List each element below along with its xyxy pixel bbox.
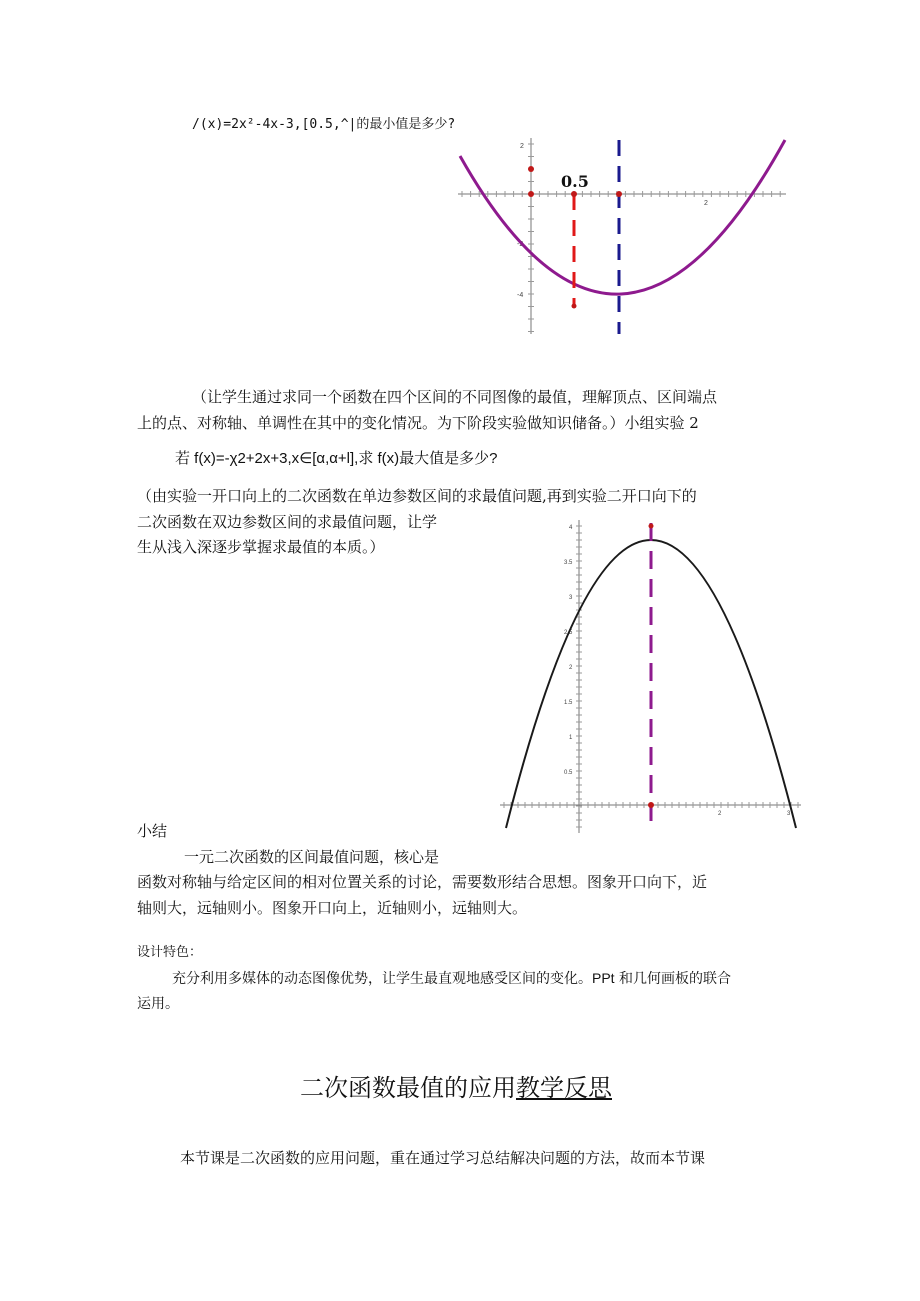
graph-1-ytick-2: 2	[520, 143, 524, 150]
graph-1-point-05	[571, 191, 577, 197]
graph-2-ytick-3-5: 3.5	[564, 560, 573, 566]
graph-1-parabola	[460, 140, 785, 294]
summary-line-2: 函数对称轴与给定区间的相对位置关系的讨论，需要数形结合思想。图象开口向下，近	[137, 873, 708, 891]
question-1-text: /(x)=2x²-4x-3,[0.5,^|的最小值是多少?	[192, 117, 456, 132]
graph-1-ytick-minus4: -4	[517, 292, 524, 299]
graph-1-ytick-minus2: -2	[517, 241, 524, 248]
graph-2-ytick-1-5: 1.5	[564, 700, 573, 706]
graph-2	[498, 518, 803, 838]
graph-1-point-vertex-axis	[616, 191, 622, 197]
design-line-2: 运用。	[137, 996, 179, 1012]
paragraph-1-line-2: 上的点、对称轴、单调性在其中的变化情况。为下阶段实验做知识储备。）小组实验 2	[137, 414, 699, 432]
section-title-part-1: 二次函数最值的应用	[300, 1074, 516, 1102]
graph-2-ytick-2: 2	[569, 665, 573, 671]
design-line-1-ppt: PPt	[592, 970, 615, 986]
graph-1	[458, 138, 788, 338]
graph-1-point-curve-05	[572, 304, 577, 309]
graph-2-ytick-3: 3	[569, 595, 573, 601]
paragraph-2-line-3: 生从浅入深逐步掌握求最值的本质。）	[137, 538, 385, 556]
paragraph-2-line-2: 二次函数在双边参数区间的求最值问题，让学	[137, 513, 438, 531]
graph-1-label-05: 0.5	[561, 172, 589, 191]
section-title	[300, 1073, 612, 1103]
paragraph-2-line-1: （由实验一开口向上的二次函数在单边参数区间的求最值问题,再到实验二开口向下的	[137, 487, 697, 505]
graph-1-point-y-axis-top	[528, 166, 534, 172]
summary-line-3: 轴则大，远轴则小。图象开口向上，近轴则小，远轴则大。	[137, 899, 528, 917]
graph-2-point-axis	[648, 802, 654, 808]
design-heading: 设计特色：	[137, 945, 203, 960]
graph-2-ytick-1: 1	[569, 735, 573, 741]
graph-2-xtick-2: 2	[718, 811, 722, 817]
section-title-part-2: 教学反思	[516, 1074, 612, 1102]
graph-2-xtick-3: 3	[787, 811, 791, 817]
graph-1-xtick-2: 2	[704, 200, 708, 207]
graph-2-ytick-4: 4	[569, 525, 573, 531]
question-2-text: 若 f(x)=-χ2+2x+3,x∈[α,α+l],求 f(x)最大值是多少?	[175, 450, 498, 467]
design-line-1-part-a: 充分利用多媒体的动态图像优势，让学生最直观地感受区间的变化。	[172, 971, 592, 987]
graph-2-point-vertex	[649, 524, 654, 529]
summary-line-1: 一元二次函数的区间最值问题，核心是	[184, 848, 440, 866]
graph-1-point-origin	[528, 191, 534, 197]
graph-2-ytick-0-5: 0.5	[564, 770, 573, 776]
last-paragraph-line-1: 本节课是二次函数的应用问题，重在通过学习总结解决问题的方法，故而本节课	[180, 1149, 706, 1167]
design-line-1-part-b: 和几何画板的联合	[614, 971, 732, 987]
design-line-1	[172, 968, 731, 989]
paragraph-1-line-1: （让学生通过求同一个函数在四个区间的不同图像的最值，理解顶点、区间端点	[192, 388, 718, 406]
graph-2-ytick-2-5: 2.5	[564, 630, 573, 636]
summary-heading: 小结	[137, 822, 168, 840]
